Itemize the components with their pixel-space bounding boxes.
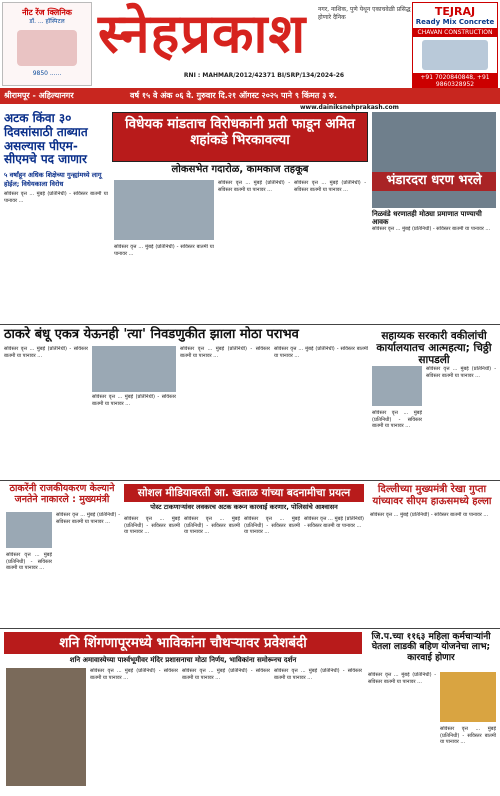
dam-photo <box>372 112 496 208</box>
story4-photo <box>92 346 176 392</box>
story4-body-col3: सविस्तर वृत्त ... मुंबई (प्रतिनिधी) - सविस्तर बातमी या पानावर ... <box>180 346 270 359</box>
story1-body: सविस्तर वृत्त ... मुंबई (प्रतिनिधी) - सविस्तर बातमी या पानावर ... <box>4 191 108 204</box>
story6-photo <box>6 512 52 548</box>
story7-banner <box>124 484 364 502</box>
masthead-tagline: नगर, नाशिक, पुणे येथून एकाचवेळी प्रसिद्ध होणारे दैनिक <box>318 6 411 21</box>
left-advertisement <box>2 2 92 86</box>
story2-banner <box>112 112 368 162</box>
story7-subhead: पोस्ट टाकणाऱ्यांवर लवकरच अटक करून कारवाई करणार, पोलिसांचे आश्वासन <box>150 503 338 511</box>
registration-line: RNI : MAHMAR/2012/42371 BI/SRP/134/2024-26 <box>183 72 345 79</box>
right-ad-name: TEJRAJ <box>434 5 476 18</box>
masthead <box>96 1 411 72</box>
story6-headline: ठाकरेंनी राजकीयकरण केल्याने जनतेने नाकारले : मुख्यमंत्री <box>9 483 115 505</box>
story2-body-col2: सविस्तर वृत्त ... मुंबई (प्रतिनिधी) - सविस्तर बातमी या पानावर ... <box>294 180 366 193</box>
story2-subhead: लोकसभेत गदारोळ, कामकाज तहकूब <box>171 164 309 175</box>
story6-body-col2: सविस्तर वृत्त ... मुंबई (प्रतिनिधी) - सविस्तर बातमी या पानावर ... <box>56 512 120 525</box>
story2-body-col1: सविस्तर वृत्त ... मुंबई (प्रतिनिधी) - सविस्तर बातमी या पानावर ... <box>218 180 290 193</box>
temple-photo <box>6 668 86 786</box>
story8-body: सविस्तर वृत्त ... मुंबई (प्रतिनिधी) - सविस्तर बातमी या पानावर ... <box>370 512 489 518</box>
story5-body-col2: सविस्तर वृत्त ... मुंबई (प्रतिनिधी) - सविस्तर बातमी या पानावर ... <box>426 366 496 379</box>
story9-banner <box>4 632 362 654</box>
story9-body-col3: सविस्तर वृत्त ... मुंबई (प्रतिनिधी) - सविस्तर बातमी या पानावर ... <box>274 668 362 681</box>
right-advertisement <box>412 2 498 88</box>
story1-headline: अटक किंवा ३० दिवसांसाठी ताब्यात असल्यास पीएम-सीएमचे पद जाणार <box>4 111 88 167</box>
story7-body-col1: सविस्तर वृत्त ... मुंबई (प्रतिनिधी) - सविस्तर बातमी या पानावर ... <box>124 516 180 535</box>
story10-body-col1: सविस्तर वृत्त ... मुंबई (प्रतिनिधी) - सविस्तर बातमी या पानावर ... <box>368 672 436 685</box>
story7-body-col4: सविस्तर वृत्त ... मुंबई (प्रतिनिधी) - सविस्तर बातमी या पानावर ... <box>304 516 364 529</box>
right-ad-bar: CHAVAN CONSTRUCTION <box>413 28 497 37</box>
story5-body-col1: सविस्तर वृत्त ... मुंबई (प्रतिनिधी) - सविस्तर बातमी या पानावर ... <box>372 410 422 429</box>
story9-body-col1: सविस्तर वृत्त ... मुंबई (प्रतिनिधी) - सविस्तर बातमी या पानावर ... <box>90 668 178 681</box>
story10-body-col2: सविस्तर वृत्त ... मुंबई (प्रतिनिधी) - सविस्तर बातमी या पानावर ... <box>440 726 496 745</box>
newspaper-logo: स्नेहप्रकाश <box>98 1 307 65</box>
story4-body-col4: सविस्तर वृत्त ... मुंबई (प्रतिनिधी) - सविस्तर बातमी या पानावर ... <box>274 346 368 359</box>
right-ad-sub: Ready Mix Concrete <box>415 18 495 26</box>
story9-headline: शनि शिंगणापूरमध्ये भाविकांना चौथऱ्यावर प्रवेशबंदी <box>59 635 307 651</box>
story9-body-col2: सविस्तर वृत्त ... मुंबई (प्रतिनिधी) - सविस्तर बातमी या पानावर ... <box>182 668 270 681</box>
divider <box>0 480 500 481</box>
story10-headline: जि.प.च्या ११६३ महिला कर्मचाऱ्यांनी घेतला लाडकी बहिण योजनेचा लाभ; कारवाई होणार <box>371 632 491 663</box>
story5-photo <box>372 366 422 406</box>
story4-headline: ठाकरे बंधू एकत्र येऊनही 'त्या' निवडणुकीत झाला मोठा पराभव <box>4 327 299 342</box>
left-ad-title: नीट रेंज क्लिनिक <box>22 8 72 17</box>
issue-details: वर्ष १५ वे अंक ०६ वे. गुरुवार दि.२१ ऑगस्ट २०२५ पाने ९ किंमत ३ रु. <box>130 91 337 100</box>
story2-photo <box>114 180 214 240</box>
left-ad-text: डॉ. ... हॉस्पिटल <box>29 18 65 25</box>
edition-strip <box>0 88 500 104</box>
right-ad-phone: +91 7020840848, +91 9860328952 <box>413 73 497 89</box>
edition-place: श्रीरामपूर - अहिल्यानगर <box>4 91 74 100</box>
story3-headline: भंडारदरा धरण भरले <box>372 172 496 191</box>
story3-subhead: निळवंडे धरणातही मोठ्या प्रमाणात पाण्याची आवक <box>372 210 482 227</box>
left-ad-image <box>17 30 77 66</box>
story4-body-col2: सविस्तर वृत्त ... मुंबई (प्रतिनिधी) - सविस्तर बातमी या पानावर ... <box>92 394 176 407</box>
story8-headline: दिल्लीच्या मुख्यमंत्री रेखा गुप्ता यांच्यावर सीएम हाऊसमध्ये हल्ला <box>372 484 492 507</box>
story7-body-col3: सविस्तर वृत्त ... मुंबई (प्रतिनिधी) - सविस्तर बातमी या पानावर ... <box>244 516 300 535</box>
story6-body-col1: सविस्तर वृत्त ... मुंबई (प्रतिनिधी) - सविस्तर बातमी या पानावर ... <box>6 552 52 571</box>
story7-body-col2: सविस्तर वृत्त ... मुंबई (प्रतिनिधी) - सविस्तर बातमी या पानावर ... <box>184 516 240 535</box>
divider <box>0 324 500 325</box>
story5-headline: सहाय्यक सरकारी वकीलांची कार्यालयातच आत्महत्या; चिठ्ठी सापडली <box>376 330 492 367</box>
story9-subhead: शनि अमावास्येच्या पार्श्वभूमीवर मंदिर प्रशासनाचा मोठा निर्णय, भाविकांना समोरूनच दर्शन <box>69 656 297 664</box>
truck-image <box>422 40 488 70</box>
website-url: www.dainiksnehprakash.com <box>300 104 399 111</box>
story10-photo <box>440 672 496 722</box>
divider <box>0 628 500 629</box>
story3-body: सविस्तर वृत्त ... मुंबई (प्रतिनिधी) - सविस्तर बातमी या पानावर ... <box>372 226 491 232</box>
story4-body-col1: सविस्तर वृत्त ... मुंबई (प्रतिनिधी) - सविस्तर बातमी या पानावर ... <box>4 346 88 359</box>
left-ad-phone: 9850 ...... <box>32 70 62 77</box>
story7-headline: सोशल मीडियावरती आ. खताळ यांच्या बदनामीचा प्रयत्न <box>137 487 351 499</box>
story2-body-col0: सविस्तर वृत्त ... मुंबई (प्रतिनिधी) - सविस्तर बातमी या पानावर ... <box>114 244 214 257</box>
story2-headline: विधेयक मांडताच विरोधकांनी प्रती फाडून अमित शहांकडे भिरकावल्या <box>125 116 355 148</box>
story1-subhead: ५ वर्षांहून अधिक शिक्षेच्या गुन्ह्यांमध्ये लागू होईल; विधेयकाला विरोध <box>4 171 102 189</box>
